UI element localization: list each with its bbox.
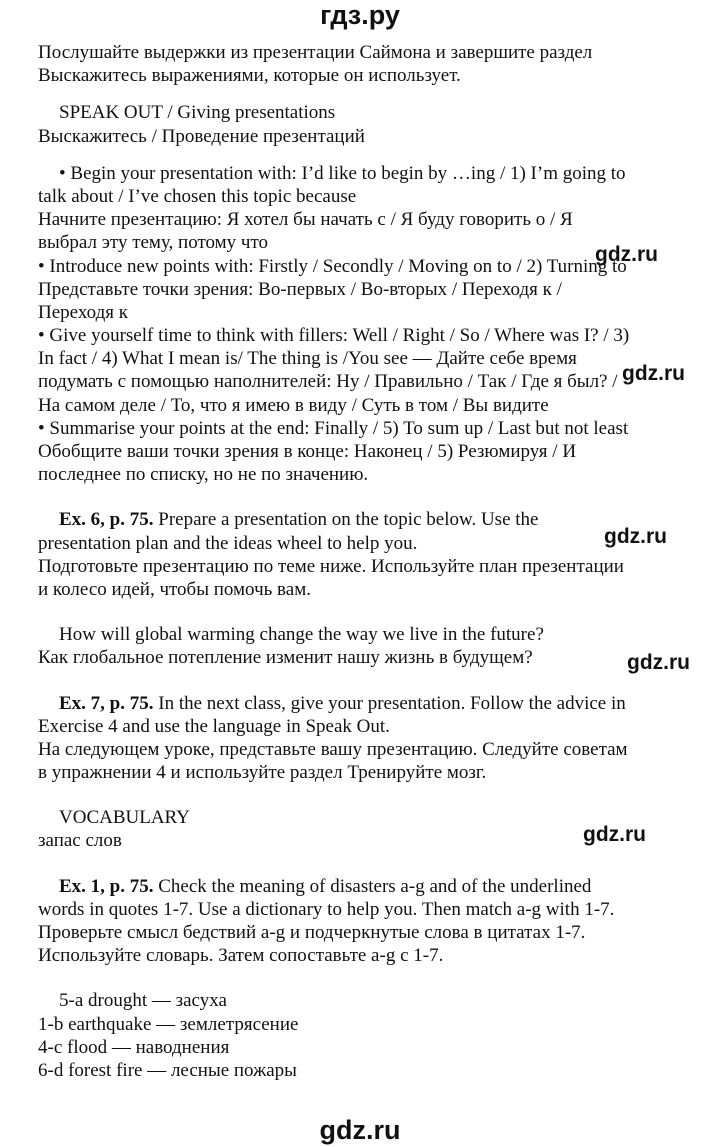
exercise-6-text-ru: и колесо идей, чтобы помочь вам.: [38, 578, 311, 600]
speak-out-line: Начните презентацию: Я хотел бы начать с / Я буду говорить о / Я: [38, 209, 573, 231]
speak-out-line: Представьте точки зрения: Во-первых / Во-вторых / Переходя к /: [38, 278, 562, 300]
exercise-7-line: [38, 692, 678, 715]
exercise-6-text: presentation plan and the ideas wheel to help you.: [38, 532, 418, 554]
watermark: gdz.ru: [604, 525, 667, 548]
watermark: gdz.ru: [622, 362, 685, 385]
speak-out-line: • Give yourself time to think with fillers: Well / Right / So / Where was I? / 3): [38, 325, 630, 347]
speak-out-line: подумать с помощью наполнителей: Ну / Правильно / Так / Где я был? /: [38, 371, 618, 393]
answer-item: 4-c flood — наводнения: [38, 1036, 230, 1058]
vocabulary-title-ru: запас слов: [38, 830, 122, 852]
exercise-7-text-ru: На следующем уроке, представьте вашу презентацию. Следуйте советам: [38, 738, 628, 760]
exercise-7-text: In the next class, give your presentation. Follow the advice in: [153, 692, 626, 714]
watermark: gdz.ru: [627, 651, 690, 674]
site-logo-header[interactable]: гдз.ру: [320, 0, 400, 30]
vocabulary-title: VOCABULARY: [59, 807, 190, 829]
document-body: [38, 41, 678, 1082]
answer-item: 1-b earthquake — землетрясение: [38, 1013, 299, 1035]
speak-out-line: In fact / 4) What I mean is/ The thing is /You see — Дайте себе время: [38, 348, 577, 370]
exercise-6-text: Prepare a presentation on the topic below. Use the: [153, 509, 539, 531]
exercise-6-topic-ru: Как глобальное потепление изменит нашу жизнь в будущем?: [38, 647, 533, 669]
exercise-7-text-ru: в упражнении 4 и используйте раздел Тренируйте мозг.: [38, 762, 487, 784]
exercise-1-text: Check the meaning of disasters a-g and of the underlined: [153, 875, 592, 897]
exercise-1-line: [38, 875, 678, 898]
speak-out-line: • Begin your presentation with: I’d like to begin by …ing / 1) I’m going to: [59, 162, 626, 184]
answer-item: 6-d forest fire — лесные пожары: [38, 1059, 297, 1081]
speak-out-line: На самом деле / То, что я имею в виду / Суть в том / Вы видите: [38, 394, 549, 416]
speak-out-title-ru: Выскажитесь / Проведение презентаций: [38, 125, 365, 147]
exercise-6-label: Ex. 6, p. 75.: [59, 509, 154, 531]
answer-item: 5-a drought — засуха: [59, 990, 227, 1012]
speak-out-line: • Summarise your points at the end: Finally / 5) To sum up / Last but not least: [38, 417, 629, 439]
speak-out-line: выбрал эту тему, потому что: [38, 232, 269, 254]
speak-out-line: последнее по списку, но не по значению.: [38, 464, 369, 486]
speak-out-line: Переходя к: [38, 301, 128, 323]
exercise-6-line: [38, 508, 678, 531]
exercise-1-text-ru: Используйте словарь. Затем сопоставьте a-g с 1-7.: [38, 945, 444, 967]
speak-out-line: • Introduce new points with: Firstly / Secondly / Moving on to / 2) Turning to: [38, 255, 627, 277]
exercise-6-topic: How will global warming change the way we live in the future?: [59, 624, 544, 646]
exercise-6-text-ru: Подготовьте презентацию по теме ниже. Используйте план презентации: [38, 555, 624, 577]
speak-out-title: SPEAK OUT / Giving presentations: [59, 102, 336, 124]
watermark: gdz.ru: [583, 823, 646, 846]
exercise-1-label: Ex. 1, p. 75.: [59, 875, 154, 897]
speak-out-line: talk about / I’ve chosen this topic because: [38, 185, 357, 207]
watermark: gdz.ru: [595, 243, 658, 266]
exercise-7-text: Exercise 4 and use the language in Speak Out.: [38, 715, 390, 737]
site-logo-footer[interactable]: gdz.ru: [319, 1115, 401, 1145]
intro-line: Послушайте выдержки из презентации Саймона и завершите раздел: [38, 42, 593, 63]
exercise-7-label: Ex. 7, p. 75.: [59, 692, 154, 714]
exercise-1-text: words in quotes 1-7. Use a dictionary to help you. Then match a-g with 1-7.: [38, 898, 615, 920]
speak-out-line: Обобщите ваши точки зрения в конце: Наконец / 5) Резюмируя / И: [38, 441, 577, 462]
intro-line: Выскажитесь выражениями, которые он использует.: [38, 65, 461, 87]
exercise-1-text-ru: Проверьте смысл бедствий a-g и подчеркнутые слова в цитатах 1-7.: [38, 922, 586, 943]
